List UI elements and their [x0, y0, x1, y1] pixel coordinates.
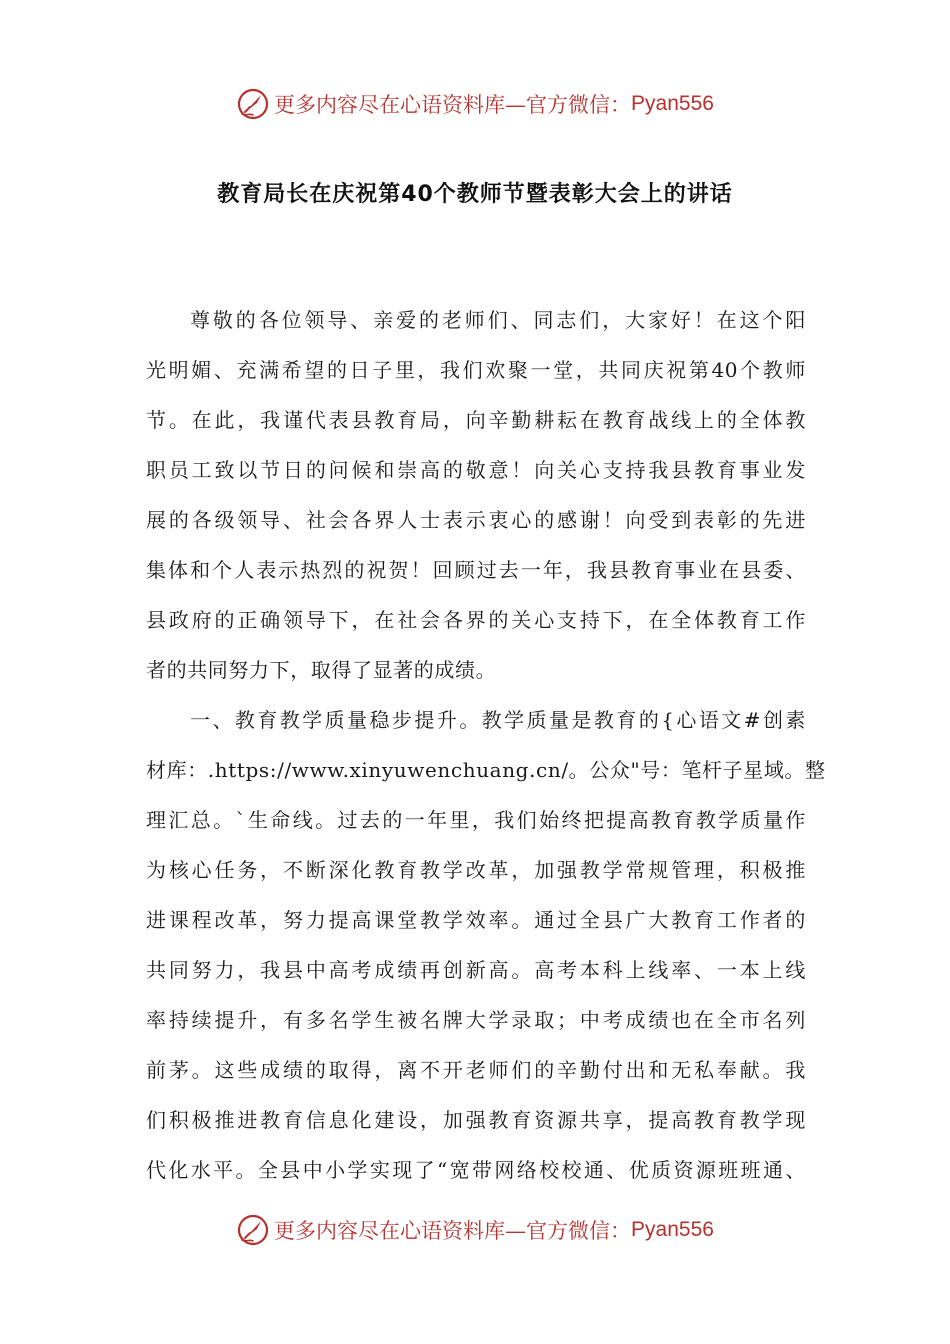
text-line: 职员工致以节日的问候和崇高的敬意！向关心支持我县教育事业发 — [146, 458, 806, 482]
text-line: 进课程改革，努力提高课堂教学效率。通过全县广大教育工作者的 — [146, 908, 806, 932]
banner-wechat-id: Pyan556 — [631, 92, 714, 115]
text-line: 为核心任务，不断深化教育教学改革，加强教学常规管理，积极推 — [146, 858, 806, 882]
banner-wechat-id: Pyan556 — [631, 1218, 714, 1241]
paragraph — [146, 695, 826, 1195]
text-line: 集体和个人表示热烈的祝贺！回顾过去一年，我县教育事业在县委、 — [146, 558, 806, 582]
text-line: 展的各级领导、社会各界人士表示衷心的感谢！向受到表彰的先进 — [146, 508, 806, 532]
paragraph — [146, 295, 806, 695]
text-line: 一、教育教学质量稳步提升。教学质量是教育的{心语文#创素 — [190, 708, 806, 732]
text-line: 材库：.https://www.xinyuwenchuang.cn/。公众"号：笔杆子星域。整 — [146, 758, 826, 782]
text-line: 代化水平。全县中小学实现了“宽带网络校校通、优质资源班班通、 — [146, 1158, 806, 1182]
banner-text: 更多内容尽在心语资料库—官方微信： — [274, 93, 632, 117]
footer-banner — [0, 1208, 950, 1252]
text-line: 们积极推进教育信息化建设，加强教育资源共享，提高教育教学现 — [146, 1108, 806, 1132]
text-line: 县政府的正确领导下，在社会各界的关心支持下，在全体教育工作 — [146, 608, 806, 632]
text-line: 共同努力，我县中高考成绩再创新高。高考本科上线率、一本上线 — [146, 958, 806, 982]
banner-text: 更多内容尽在心语资料库—官方微信： — [274, 1219, 632, 1243]
text-line: 者的共同努力下，取得了显著的成绩。 — [146, 658, 497, 682]
text-line: 光明媚、充满希望的日子里，我们欢聚一堂，共同庆祝第40个教师 — [146, 358, 806, 382]
quill-pen-logo-icon — [236, 87, 270, 121]
text-line: 节。在此，我谨代表县教育局，向辛勤耕耘在教育战线上的全体教 — [146, 408, 806, 432]
document-title: 教育局长在庆祝第40个教师节暨表彰大会上的讲话 — [217, 182, 733, 207]
text-line: 前茅。这些成绩的取得，离不开老师们的辛勤付出和无私奉献。我 — [146, 1058, 806, 1082]
document-body — [146, 295, 826, 1195]
text-line: 理汇总。`生命线。过去的一年里，我们始终把提高教育教学质量作 — [146, 808, 806, 832]
quill-pen-logo-icon — [236, 1213, 270, 1247]
text-line: 率持续提升，有多名学生被名牌大学录取；中考成绩也在全市名列 — [146, 1008, 806, 1032]
header-banner — [0, 82, 950, 126]
text-line: 尊敬的各位领导、亲爱的老师们、同志们，大家好！在这个阳 — [190, 308, 806, 332]
